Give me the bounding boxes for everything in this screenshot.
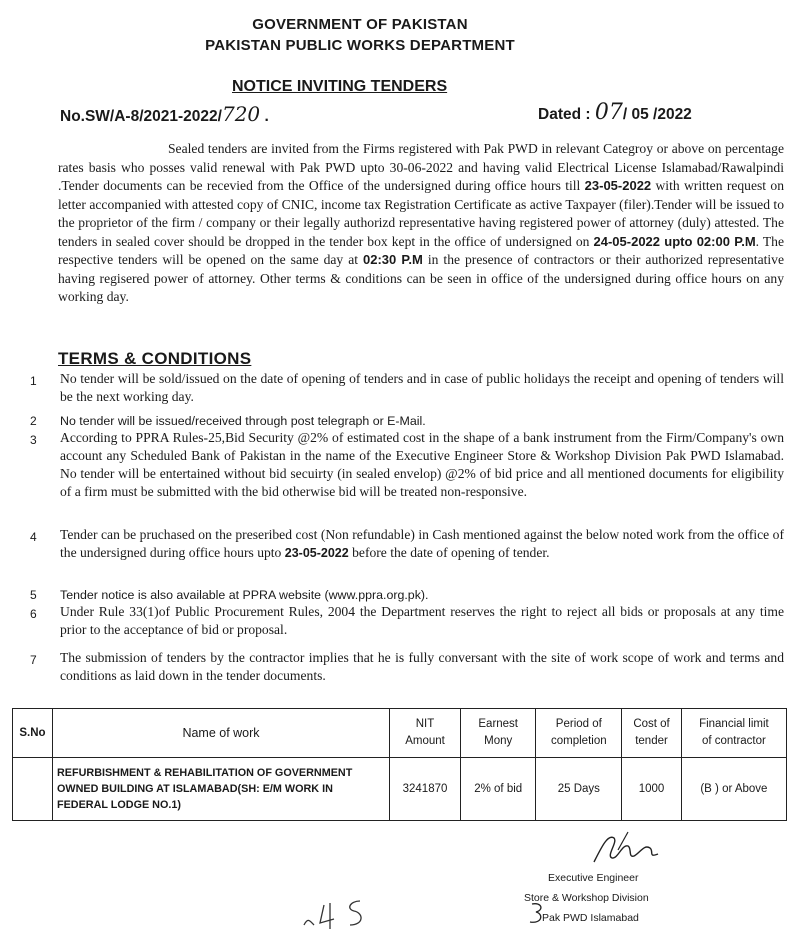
term-number: 2 [30,414,37,428]
signatory-title: Executive Engineer [548,872,639,884]
header-earnest-money: Earnest Mony [461,709,536,758]
term-number: 7 [30,653,37,667]
header-period: Period of completion [536,709,622,758]
tender-table [12,708,787,821]
intro-paragraph: Sealed tenders are invited from the Firms registered with Pak PWD in relevant Categroy or above on percentage rates basis who posses valid renewal with Pak PWD upto 30-06-2022 and having valid Electrical License Islamabad/Rawalpindi .Tender documents can be recevied from the Office of the undersigned during office hours till 23-05-2022 with written request on letter accompanied with attested copy of CNIC, income tax Registration Certificate as active Taxpayer (filer).Tender will be issued to the proprietor of the firm / company or their legally authorizd representative having registered power of attorney (duly) attested. The tenders in sealed cover should be dropped in the tender box kept in the office of undersigned on 24-05-2022 upto 02:00 P.M. The respective tenders will be opened on the same day at 02:30 P.M in the presence of contractors or their authorized representative having regisered power of attorney. Other terms & conditions can be seen in office of the undersigned during office hours on any working day. [58,141,784,304]
cell-cost: 1000 [622,758,682,821]
term-text: Tender can be pruchased on the preseribed cost (Non refundable) in Cash mentioned against the below noted work from the office of the undersigned during office hours upto 23-05-2022 before the date of opening of tender. [60,527,784,560]
term-text: Tender notice is also available at PPRA website (www.ppra.org.pk). [60,588,429,602]
reference-prefix: No.SW/A-8/2021-2022/ [60,108,222,125]
term-number: 6 [30,607,37,621]
terms-title: TERMS & CONDITIONS [58,349,252,368]
handwritten-mark [300,895,390,931]
header-name-of-work: Name of work [53,709,390,758]
department-heading: PAKISTAN PUBLIC WORKS DEPARTMENT [205,37,515,54]
notice-title: NOTICE INVITING TENDERS [232,78,448,95]
table-header-row [13,709,787,758]
cell-nit-amount: 3241870 [390,758,461,821]
term-number: 5 [30,588,37,602]
notice-date [538,100,692,125]
handwritten-initial [526,900,550,926]
signature-scribble [588,826,668,871]
term-text: According to PPRA Rules-25,Bid Security @2% of estimated cost in the shape of a bank instrument from the Firm/Company's own account any Scheduled Bank of Pakistan in the name of the Executive Engineer Store & Workshop Division Pak PWD Islamabad. No tender will be entertained without bid secuirty (in sealed envelop) @2% of bid price and all mentioned documents for eligibility of a firm must be submitted with the bid otherwise bid will be treated non-responsive. [60,430,784,499]
header-sno: S.No [13,709,53,758]
term-text: No tender will be sold/issued on the date of opening of tenders and in case of public holidays the receipt and opening of tenders will be the next working day. [60,371,784,404]
reference-number: No.SW/A-8/2021-2022/720 . [60,102,269,126]
table-row [13,758,787,821]
header-nit-amount: NIT Amount [390,709,461,758]
opening-time: 02:30 P.M [362,252,423,267]
term-text: Under Rule 33(1)of Public Procurement Rules, 2004 the Department reserves the right to reject all bids or proposals at any time prior to the acceptance of bid or proposal. [60,604,784,637]
issue-deadline: 23-05-2022 [584,178,652,193]
cell-financial-limit: (B ) or Above [681,758,786,821]
header-cost: Cost of tender [622,709,682,758]
term-text: The submission of tenders by the contractor implies that he is fully conversant with the site of work scope of work and terms and conditions as laid down in the tender documents. [60,650,784,683]
dated-label: Dated : [538,106,591,123]
term-number: 4 [30,530,37,544]
header-financial-limit: Financial limit of contractor [681,709,786,758]
cell-period: 25 Days [536,758,622,821]
signatory-division: Store & Workshop Division [524,892,649,904]
cell-earnest-money: 2% of bid [461,758,536,821]
date-rest: / 05 /2022 [622,106,692,123]
reference-handwritten: 720 [221,102,261,126]
term-number: 1 [30,374,37,388]
signatory-office: Pak PWD Islamabad [542,912,639,924]
cell-sno [13,758,53,821]
term-text: No tender will be issued/received through post telegraph or E-Mail. [60,414,426,428]
cell-name-of-work: REFURBISHMENT & REHABILITATION OF GOVERNMENT OWNED BUILDING AT ISLAMABAD(SH: E/M WORK IN FEDERAL LODGE NO.1) [53,758,390,821]
submission-deadline: 24-05-2022 upto 02:00 P.M [593,233,756,249]
government-heading: GOVERNMENT OF PAKISTAN [252,16,468,33]
term-number: 3 [30,433,37,447]
date-day-handwritten: 07 [594,100,623,125]
